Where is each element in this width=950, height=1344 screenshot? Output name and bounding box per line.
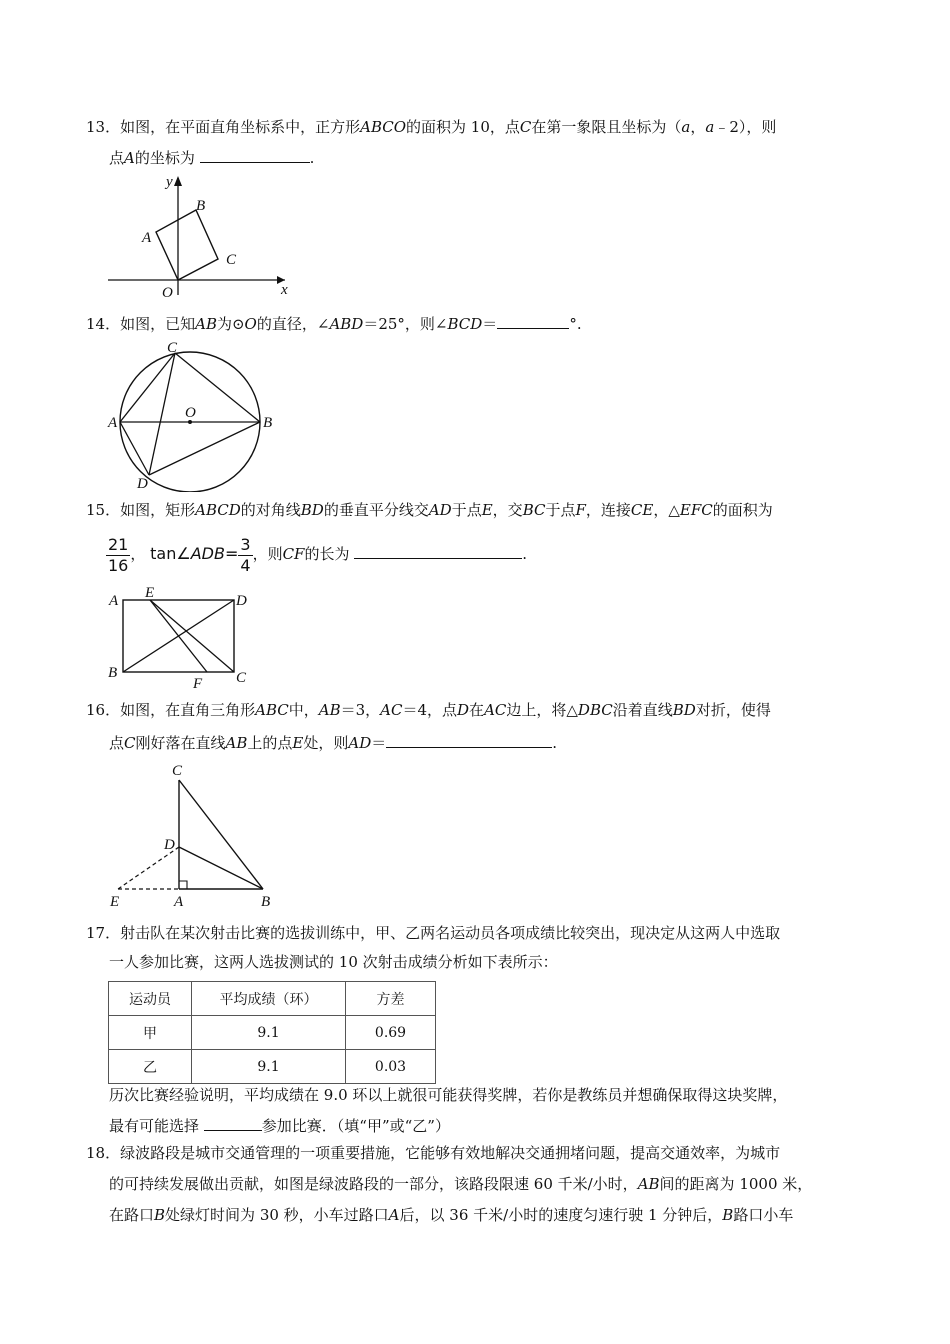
q13-answer-blank[interactable] xyxy=(200,146,310,163)
q17-score-table xyxy=(108,981,436,1084)
q15-a-label: A xyxy=(109,593,119,609)
q17-answer-blank[interactable] xyxy=(204,1114,262,1131)
q14-answer-blank[interactable] xyxy=(497,312,569,329)
q16-e-label: E xyxy=(110,894,120,910)
q13-b-label: B xyxy=(196,198,206,214)
q13-figure xyxy=(100,170,300,300)
table-cell: 9.1 xyxy=(192,1050,346,1084)
q16-c-label: C xyxy=(172,763,183,779)
q13-x-label: x xyxy=(281,282,288,298)
table-cell: 乙 xyxy=(109,1050,192,1084)
q13-line-2: 点A的坐标为 . xyxy=(109,146,314,168)
table-row xyxy=(109,1050,436,1084)
q13-c-label: C xyxy=(226,252,237,268)
table-row xyxy=(109,1016,436,1050)
q15-answer-blank[interactable] xyxy=(354,530,522,559)
q14-d-label: D xyxy=(137,476,148,492)
table-cell: 9.1 xyxy=(192,1016,346,1050)
table-header-cell: 平均成绩（环） xyxy=(192,982,346,1016)
q15-figure xyxy=(100,582,260,692)
table-cell: 0.69 xyxy=(346,1016,436,1050)
q14-c-label: C xyxy=(167,340,178,356)
q16-line-1: 16．如图，在直角三角形ABC中，AB＝3，AC＝4，点D在AC边上，将△DBC沿着直线BD对折，使得 xyxy=(86,701,771,719)
q17-line-4: 最有可能选择 参加比赛．（填“甲”或“乙”） xyxy=(109,1114,450,1136)
q15-c-label: C xyxy=(236,670,247,686)
q17-line-3: 历次比赛经验说明，平均成绩在 9.0 环以上就很可能获得奖牌，若你是教练员并想确保取得这块奖牌， xyxy=(109,1086,788,1104)
q13-o-label: O xyxy=(162,285,173,300)
q15-area-fraction: $\frac{21}{16}$ xyxy=(108,534,129,575)
q16-line-2: 点C刚好落在直线AB上的点E处，则AD＝ . xyxy=(109,731,557,753)
q14-figure xyxy=(100,336,290,492)
q18-line-1: 18．绿波路段是城市交通管理的一项重要措施，它能够有效地解决交通拥堵问题，提高交通效率，为城市 xyxy=(86,1144,781,1162)
q15-line-1: 15．如图，矩形ABCD的对角线BD的垂直平分线交AD于点E，交BC于点F，连接CE，△EFC的面积为 xyxy=(86,501,773,519)
q15-e-label: E xyxy=(145,585,155,601)
table-cell: 0.03 xyxy=(346,1050,436,1084)
table-header-cell: 运动员 xyxy=(109,982,192,1016)
q16-b-label: B xyxy=(261,894,271,910)
table-header-cell: 方差 xyxy=(346,982,436,1016)
q15-f-label: F xyxy=(193,676,203,692)
q15-d-label: D xyxy=(236,593,247,609)
q16-a-label: A xyxy=(174,894,184,910)
q14-o-label: O xyxy=(185,405,196,421)
q14-line-1: 14．如图，已知AB为⊙O的直径，∠ABD＝25°，则∠BCD＝ °. xyxy=(86,312,582,334)
q17-line-2: 一人参加比赛，这两人选拔测试的 10 次射击成绩分析如下表所示： xyxy=(109,953,558,971)
q15-b-label: B xyxy=(108,665,118,681)
q14-a-label: A xyxy=(108,415,118,431)
q18-line-3: 在路口B处绿灯时间为 30 秒，小车过路口A后，以 36 千米/小时的速度匀速行驶 1 分钟后，B路口小车 xyxy=(109,1206,794,1224)
q18-line-2: 的可持续发展做出贡献，如图是绿波路段的一部分，该路段限速 60 千米/小时，AB间的距离为 1000 米， xyxy=(109,1175,813,1193)
q13-y-label: y xyxy=(166,174,173,190)
q17-line-1: 17．射击队在某次射击比赛的选拔训练中，甲、乙两名运动员各项成绩比较突出，现决定从这两人中选取 xyxy=(86,924,781,942)
table-header-row xyxy=(109,982,436,1016)
q13-a-label: A xyxy=(142,230,152,246)
q15-line-2: $\frac{21}{16}$ ， tan∠ADB= $\frac{3}{4}$ ，则CF的长为 . xyxy=(106,530,527,574)
q15-tan-fraction: $\frac{3}{4}$ xyxy=(240,534,251,575)
table-cell: 甲 xyxy=(109,1016,192,1050)
q16-answer-blank[interactable] xyxy=(386,731,552,748)
q13-line-1: 13．如图，在平面直角坐标系中，正方形ABCO的面积为 10，点C在第一象限且坐标为（a，a﹣2），则 xyxy=(86,118,777,136)
q14-b-label: B xyxy=(263,415,273,431)
q16-d-label: D xyxy=(164,837,175,853)
q16-figure xyxy=(100,758,290,910)
